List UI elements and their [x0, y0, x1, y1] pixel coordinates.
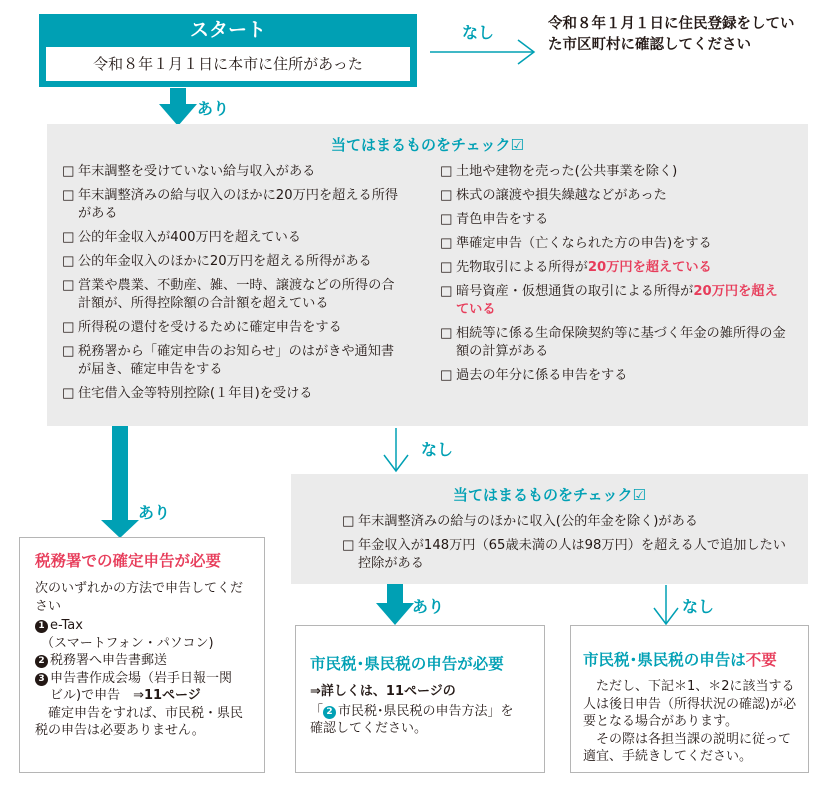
result-b-end: 確認してください。 — [310, 721, 428, 736]
checklist-2-title: 当てはまるものをチェック☑ — [453, 486, 646, 504]
check-item-text: 暗号資産・仮想通貨の取引による所得が — [456, 284, 694, 299]
option-venue: 申告書作成会場（岩手日報一関 — [50, 670, 233, 686]
page-reference: 11ページ — [143, 688, 201, 703]
yes-label-1: あり — [197, 99, 230, 118]
check-item-highlight: 20万円を超えている — [587, 260, 712, 275]
result-b-title: 市民税･県民税の申告が必要 — [310, 655, 504, 673]
option-venue-cont: ビル)で申告 ⇒ — [50, 688, 144, 703]
number-1-icon: 1 — [35, 620, 48, 633]
no-result-text: 令和８年１月１日に住民登録をしていた市区町村に確認してください — [548, 16, 795, 53]
result-resident-tax-required — [295, 625, 545, 773]
option-mail: 税務署へ申告書郵送 — [50, 653, 168, 668]
result-c-title-text: 市民税･県民税の申告は — [583, 651, 746, 669]
check-item[interactable]: □ 過去の年分に係る申告をする — [440, 367, 790, 385]
number-2-icon: 2 — [323, 706, 336, 719]
check-item[interactable]: □ 相続等に係る生命保険契約等に基づく年金の雑所得の金額の計算がある — [440, 325, 790, 361]
check-item[interactable]: □ 営業や農業、不動産、雑、一時、譲渡などの所得の合計額が、所得控除額の合計額を超えている — [62, 277, 407, 313]
arrow-no-3 — [654, 585, 678, 624]
check-item[interactable]: □ 年金収入が148万円（65歳未満の人は98万円）を超える人で追加したい控除がある — [342, 537, 792, 573]
check-item[interactable]: □ 住宅借入金等特別控除(１年目)を受ける — [62, 385, 407, 403]
number-2-icon: 2 — [35, 655, 48, 668]
result-c-title-emph: 不要 — [745, 651, 777, 669]
result-tax-office — [19, 537, 265, 773]
result-b-ref-open: 「 — [310, 703, 324, 719]
checklist-1-left — [62, 163, 407, 409]
arrow-no-2 — [384, 428, 408, 471]
no-label-1: なし — [462, 23, 495, 42]
check-item[interactable]: □ 株式の譲渡や損失繰越などがあった — [440, 187, 790, 205]
check-item[interactable]: □ 年末調整済みの給与のほかに収入(公的年金を除く)がある — [342, 513, 792, 531]
no-label-3: なし — [682, 597, 715, 616]
checklist-1-title: 当てはまるものをチェック☑ — [331, 136, 524, 154]
start-title: スタート — [189, 19, 266, 41]
result-a-intro: 次のいずれかの方法で申告してください — [35, 581, 244, 614]
checklist-1-right — [440, 163, 790, 391]
check-item[interactable] — [440, 283, 790, 319]
check-item[interactable]: □ 所得税の還付を受けるために確定申告をする — [62, 319, 407, 337]
arrow-no-1 — [430, 40, 534, 64]
result-c-body-1: ただし、下記＊1、＊2に該当する人は後日申告（所得状況の確認)が必要となる場合があります。 — [583, 679, 797, 729]
check-item[interactable]: □ 準確定申告（亡くなられた方の申告)をする — [440, 235, 790, 253]
check-item-highlight: 20万円を超えている — [456, 284, 778, 317]
no-label-2: なし — [421, 440, 454, 459]
check-item[interactable]: □ 年末調整を受けていない給与収入がある — [62, 163, 407, 181]
check-item-text: 先物取引による所得が — [456, 260, 588, 275]
arrow-yes-3 — [376, 584, 414, 625]
result-b-ref: 市民税･県民税の申告方法」を — [338, 703, 514, 719]
option-etax-note: （スマートフォン・パソコン) — [41, 635, 214, 651]
start-question: 令和８年１月１日に本市に住所があった — [46, 47, 410, 81]
result-c-body-2: その際は各担当課の説明に従って適宜、手続きしてください。 — [583, 731, 792, 764]
result-a-title: 税務署での確定申告が必要 — [35, 552, 222, 570]
checklist-2-items — [342, 513, 792, 579]
check-item[interactable]: □ 土地や建物を売った(公共事業を除く) — [440, 163, 790, 181]
result-a-note: 確定申告をすれば、市民税・県民税の申告は必要ありません。 — [35, 705, 244, 738]
check-item[interactable] — [440, 259, 790, 277]
result-c-title — [583, 648, 808, 670]
result-b-detail: ⇒詳しくは、11ページの — [310, 684, 456, 699]
result-resident-tax-not-required — [570, 625, 809, 773]
check-item[interactable]: □ 年末調整済みの給与収入のほかに20万円を超える所得がある — [62, 187, 407, 223]
number-3-icon: 3 — [35, 673, 48, 686]
check-item[interactable]: □ 公的年金収入のほかに20万円を超える所得がある — [62, 253, 407, 271]
check-item[interactable]: □ 青色申告をする — [440, 211, 790, 229]
yes-label-3: あり — [412, 597, 445, 616]
check-item[interactable]: □ 公的年金収入が400万円を超えている — [62, 229, 407, 247]
option-etax: e-Tax — [50, 618, 83, 633]
check-item[interactable]: □ 税務署から「確定申告のお知らせ」のはがきや通知書が届き、確定申告をする — [62, 343, 407, 379]
arrow-yes-1 — [159, 88, 197, 126]
yes-label-2: あり — [138, 503, 171, 522]
arrow-yes-2 — [101, 426, 139, 538]
